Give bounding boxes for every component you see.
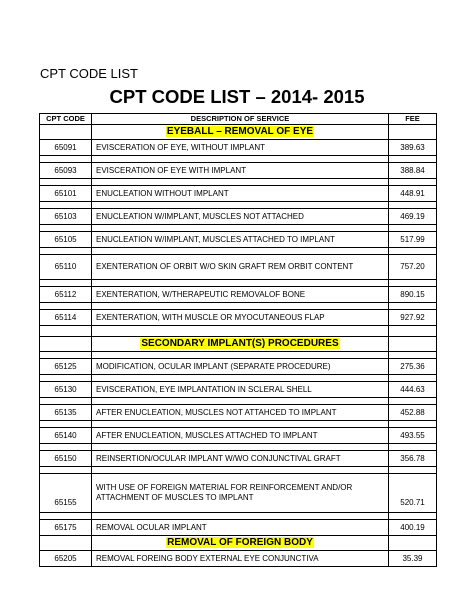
table-row bbox=[40, 382, 437, 398]
description-cell: ENUCLEATION W/IMPLANT, MUSCLES ATTACHED TO IMPLANT bbox=[92, 232, 389, 248]
spacer-row bbox=[40, 179, 437, 186]
fee-cell: 356.78 bbox=[389, 451, 437, 467]
fee-cell: 927.92 bbox=[389, 310, 437, 326]
spacer-row bbox=[40, 303, 437, 310]
spacer-row bbox=[40, 248, 437, 255]
description-cell: EXENTERATION, W/THERAPEUTIC REMOVALOF BONE bbox=[92, 287, 389, 303]
spacer-row bbox=[40, 467, 437, 474]
fee-cell: 389.63 bbox=[389, 140, 437, 156]
spacer-row bbox=[40, 202, 437, 209]
spacer-row bbox=[40, 352, 437, 359]
cpt-code-cell: 65110 bbox=[40, 255, 92, 280]
section-title-foreign-body: REMOVAL OF FOREIGN BODY bbox=[167, 537, 313, 548]
fee-cell: 517.99 bbox=[389, 232, 437, 248]
fee-cell: 400.19 bbox=[389, 520, 437, 536]
description-cell: REINSERTION/OCULAR IMPLANT W/WO CONJUNCTIVAL GRAFT bbox=[92, 451, 389, 467]
table-row bbox=[40, 287, 437, 303]
fee-cell: 493.55 bbox=[389, 428, 437, 444]
cpt-code-cell: 65130 bbox=[40, 382, 92, 398]
cpt-code-cell: 65105 bbox=[40, 232, 92, 248]
table-row bbox=[40, 551, 437, 567]
table-row bbox=[40, 359, 437, 375]
spacer-row bbox=[40, 513, 437, 520]
fee-cell: 444.63 bbox=[389, 382, 437, 398]
cpt-code-cell: 65205 bbox=[40, 551, 92, 567]
description-cell: AFTER ENUCLEATION, MUSCLES NOT ATTAHCED TO IMPLANT bbox=[92, 405, 389, 421]
description-cell: WITH USE OF FOREIGN MATERIAL FOR REINFORCEMENT AND/OR ATTACHMENT OF MUSCLES TO IMPLANT bbox=[92, 474, 389, 513]
description-cell: REMOVAL FOREING BODY EXTERNAL EYE CONJUNCTIVA bbox=[92, 551, 389, 567]
cpt-code-cell: 65175 bbox=[40, 520, 92, 536]
cpt-code-cell: 65140 bbox=[40, 428, 92, 444]
spacer-row bbox=[40, 421, 437, 428]
cpt-code-cell: 65093 bbox=[40, 163, 92, 179]
fee-cell: 448.91 bbox=[389, 186, 437, 202]
description-cell: EVISCERATION OF EYE WITH IMPLANT bbox=[92, 163, 389, 179]
fee-cell: 469.19 bbox=[389, 209, 437, 225]
description-cell: AFTER ENUCLEATION, MUSCLES ATTACHED TO IMPLANT bbox=[92, 428, 389, 444]
description-cell: ENUCLEATION W/IMPLANT, MUSCLES NOT ATTACHED bbox=[92, 209, 389, 225]
cpt-code-cell: 65112 bbox=[40, 287, 92, 303]
fee-cell: 890.15 bbox=[389, 287, 437, 303]
fee-cell: 35.39 bbox=[389, 551, 437, 567]
cpt-code-table bbox=[39, 113, 437, 567]
table-row bbox=[40, 163, 437, 179]
description-cell: EXENTERATION, WITH MUSCLE OR MYOCUTANEOUS FLAP bbox=[92, 310, 389, 326]
table-row bbox=[40, 140, 437, 156]
description-cell: REMOVAL OCULAR IMPLANT bbox=[92, 520, 389, 536]
table-row bbox=[40, 209, 437, 225]
cpt-code-cell: 65103 bbox=[40, 209, 92, 225]
spacer-row bbox=[40, 280, 437, 287]
column-header-code: CPT CODE bbox=[40, 114, 92, 125]
description-cell: MODIFICATION, OCULAR IMPLANT (SEPARATE PROCEDURE) bbox=[92, 359, 389, 375]
fee-cell: 520.71 bbox=[389, 474, 437, 513]
spacer-row bbox=[40, 225, 437, 232]
cpt-code-cell: 65150 bbox=[40, 451, 92, 467]
spacer-row bbox=[40, 375, 437, 382]
cpt-code-cell: 65155 bbox=[40, 474, 92, 513]
description-cell: EVISCERATION, EYE IMPLANTATION IN SCLERAL SHELL bbox=[92, 382, 389, 398]
cpt-code-cell: 65114 bbox=[40, 310, 92, 326]
spacer-row bbox=[40, 326, 437, 337]
column-header-description: DESCRIPTION OF SERVICE bbox=[92, 114, 389, 125]
table-row bbox=[40, 186, 437, 202]
table-row bbox=[40, 428, 437, 444]
document-header-label: CPT CODE LIST bbox=[40, 66, 139, 81]
description-cell: ENUCLEATION WITHOUT IMPLANT bbox=[92, 186, 389, 202]
table-row bbox=[40, 451, 437, 467]
column-header-fee: FEE bbox=[389, 114, 437, 125]
section-title-eyeball-removal: EYEBALL – REMOVAL OF EYE bbox=[166, 126, 314, 137]
fee-cell: 275.36 bbox=[389, 359, 437, 375]
cpt-code-cell: 65101 bbox=[40, 186, 92, 202]
description-cell: EXENTERATION OF ORBIT W/O SKIN GRAFT REM ORBIT CONTENT bbox=[92, 255, 389, 280]
spacer-row bbox=[40, 444, 437, 451]
section-row bbox=[40, 125, 437, 140]
table-row bbox=[40, 232, 437, 248]
spacer-row bbox=[40, 398, 437, 405]
table-header-row bbox=[40, 114, 437, 125]
cpt-code-cell: 65135 bbox=[40, 405, 92, 421]
section-row bbox=[40, 337, 437, 352]
fee-cell: 757.20 bbox=[389, 255, 437, 280]
table-row bbox=[40, 474, 437, 513]
cpt-code-cell: 65125 bbox=[40, 359, 92, 375]
cpt-code-cell: 65091 bbox=[40, 140, 92, 156]
spacer-row bbox=[40, 156, 437, 163]
table-row bbox=[40, 405, 437, 421]
fee-cell: 452.88 bbox=[389, 405, 437, 421]
description-cell: EVISCERATION OF EYE, WITHOUT IMPLANT bbox=[92, 140, 389, 156]
table-row bbox=[40, 255, 437, 280]
section-title-secondary-implants: SECONDARY IMPLANT(S) PROCEDURES bbox=[141, 338, 339, 349]
document-title: CPT CODE LIST – 2014- 2015 bbox=[109, 86, 365, 107]
table-row bbox=[40, 520, 437, 536]
fee-cell: 388.84 bbox=[389, 163, 437, 179]
table-row bbox=[40, 310, 437, 326]
section-row bbox=[40, 536, 437, 551]
